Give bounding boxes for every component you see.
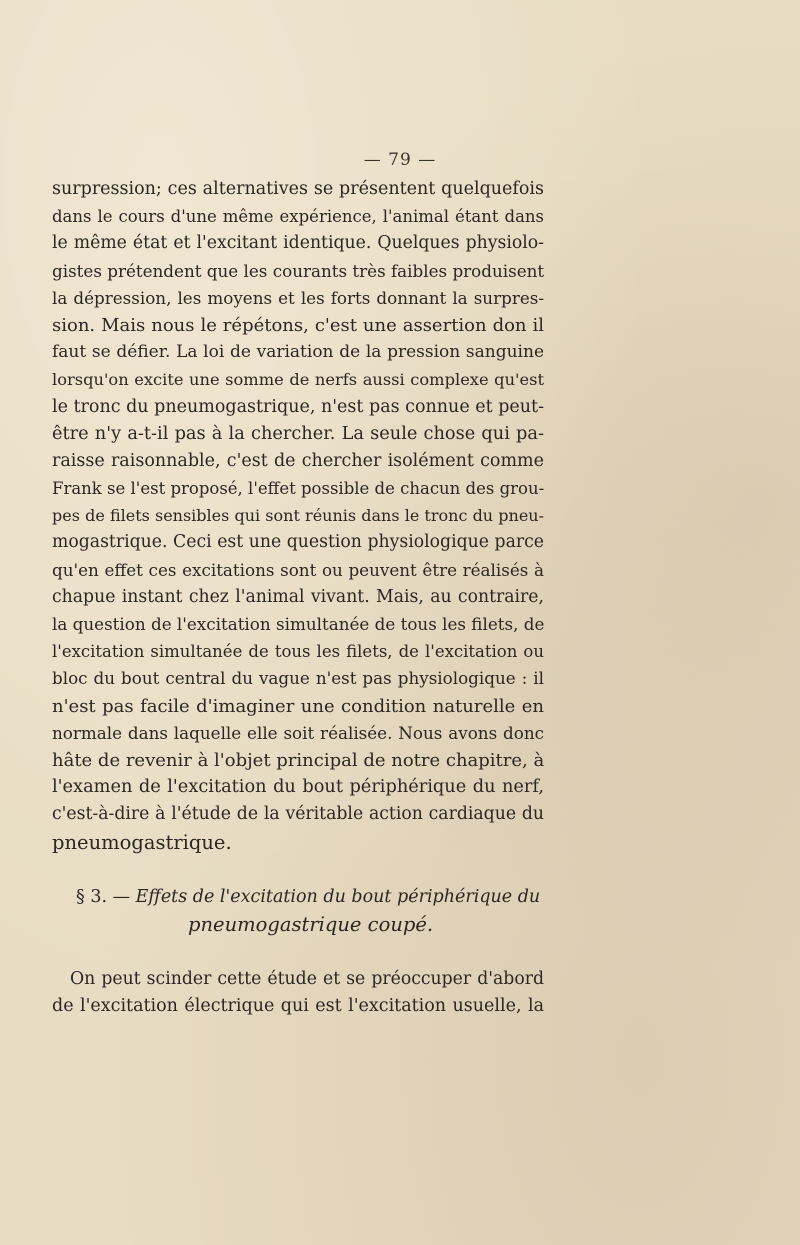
text-line: pneumogastrique.	[52, 830, 232, 854]
text-line: dans le cours d'une même expérience, l'animal étant dans	[52, 207, 544, 227]
text-line: n'est pas facile d'imaginer une condition naturelle en	[52, 695, 544, 717]
text-line: On peut scinder cette étude et se préoccuper d'abord	[70, 969, 544, 989]
text-line: la dépression, les moyens et les forts donnant la surpres-	[52, 287, 544, 308]
text-line: l'examen de l'excitation du bout périphérique du nerf,	[52, 777, 544, 798]
section-heading-line-1	[52, 883, 544, 911]
text-line: sion. Mais nous le répétons, c'est une assertion don il	[52, 314, 544, 336]
text-line: être n'y a-t-il pas à la chercher. La seule chose qui pa-	[52, 423, 544, 444]
text-line: lorsqu'on excite une somme de nerfs aussi complexe qu'est	[52, 370, 544, 390]
text-line: mogastrique. Ceci est une question physiologique parce	[52, 532, 544, 553]
text-line: gistes prétendent que les courants très faibles produisent	[52, 260, 545, 281]
text-line: normale dans laquelle elle soit réalisée. Nous avons donc	[52, 722, 544, 743]
text-line: le tronc du pneumogastrique, n'est pas connue et peut-	[52, 396, 544, 417]
text-line: surpression; ces alternatives se présentent quelquefois	[52, 179, 544, 199]
text-line: faut se défier. La loi de variation de la pression sanguine	[52, 342, 544, 363]
section-title-part-2: pneumogastrique coupé.	[188, 913, 434, 936]
text-line: l'excitation simultanée de tous les filets, de l'excitation ou	[52, 642, 544, 662]
text-line: la question de l'excitation simultanée de tous les filets, de	[52, 614, 545, 634]
section-heading	[52, 883, 544, 939]
paragraph-2	[52, 966, 544, 1020]
text-line: de l'excitation électrique qui est l'excitation usuelle, la	[52, 996, 544, 1017]
text-line: bloc du bout central du vague n'est pas physiologique : il	[52, 668, 544, 689]
text-line: chapue instant chez l'animal vivant. Mais, au contraire,	[52, 586, 544, 607]
section-number: § 3. —	[76, 887, 131, 907]
text-line: raisse raisonnable, c'est de chercher isolément comme	[52, 450, 544, 471]
text-line: c'est-à-dire à l'étude de la véritable action cardiaque du	[52, 804, 544, 825]
page-number: — 79 —	[363, 150, 437, 170]
paragraph-1	[52, 176, 544, 856]
text-line: le même état et l'excitant identique. Quelques physiolo-	[52, 233, 544, 254]
text-line: hâte de revenir à l'objet principal de notre chapitre, à	[52, 749, 545, 771]
text-line: Frank se l'est proposé, l'effet possible de chacun des grou-	[52, 479, 545, 499]
text-line: qu'en effet ces excitations sont ou peuvent être réalisés à	[52, 559, 544, 580]
text-line: pes de filets sensibles qui sont réunis dans le tronc du pneu-	[52, 506, 544, 526]
section-title-part-1: Effets de l'excitation du bout périphérique du	[135, 887, 541, 907]
